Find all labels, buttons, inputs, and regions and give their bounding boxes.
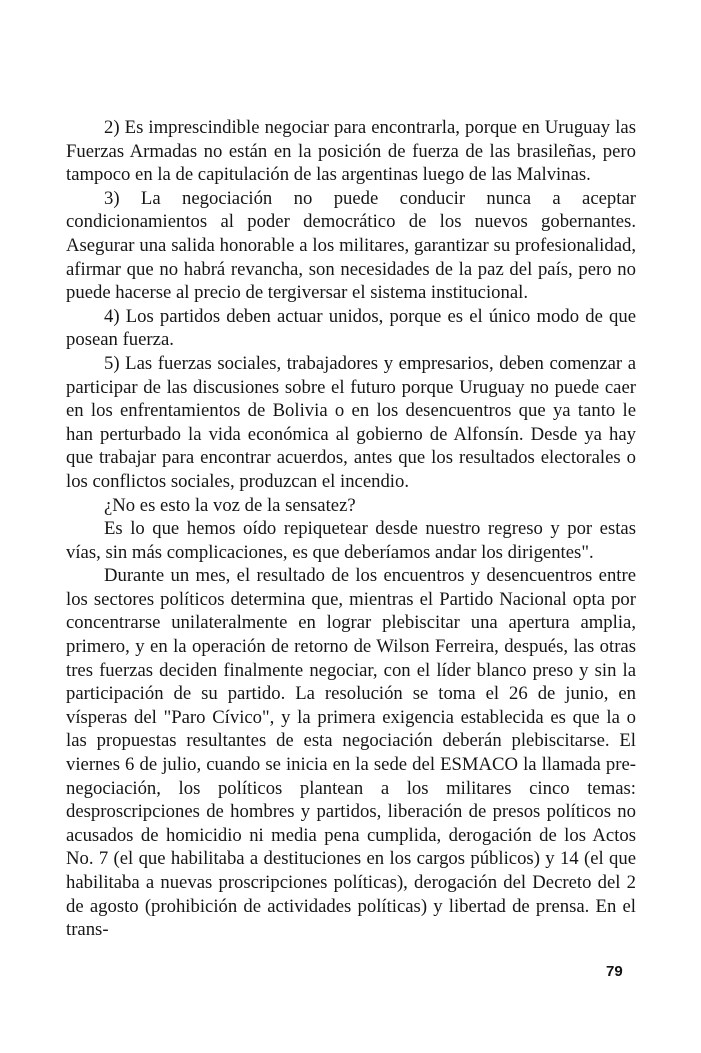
page-body: [66, 116, 636, 942]
paragraph-narrative: Durante un mes, el resultado de los encuentros y desencuentros entre los sectores políticos determina que, mientras el Partido Nacional opta por concentrarse unilateralmente en lograr plebiscitar una apertura amplia, primero, y en la operación de retorno de Wilson Ferreira, después, las otras tres fuerzas deciden finalmente negociar, con el líder blanco preso y sin la participación de su partido. La resolución se toma el 26 de junio, en vísperas del "Paro Cívico", y la primera exigencia establecida es que la o las propuestas resultantes de esta negociación deberán plebiscitarse. El viernes 6 de julio, cuando se inicia en la sede del ESMACO la llamada pre-negociación, los políticos plantean a los militares cinco temas: desproscripciones de hombres y partidos, liberación de presos políticos no acusados de homicidio ni media pena cumplida, derogación de los Actos No. 7 (el que habilitaba a destituciones en los cargos públicos) y 14 (el que habilitaba a nuevas proscripciones políticas), derogación del Decreto del 2 de agosto (prohibición de actividades políticas) y libertad de prensa. En el trans-: [66, 565, 636, 941]
paragraph-point-3: 3) La negociación no puede conducir nunca a aceptar condicionamientos al poder democrático de los nuevos gobernantes. Asegurar una salida honorable a los militares, garantizar su profesionalidad, afirmar que no habrá revancha, son necesidades de la paz del país, pero no puede hacerse al precio de tergiversar el sistema institucional.: [66, 187, 636, 304]
page-number: 79: [606, 963, 623, 980]
paragraph-point-5: 5) Las fuerzas sociales, trabajadores y empresarios, deben comenzar a participar de las discusiones sobre el futuro porque Uruguay no puede caer en los enfrentamientos de Bolivia o en los desencuentros que ya tanto le han perturbado la vida económica al gobierno de Alfonsín. Desde ya hay que trabajar para encontrar acuerdos, antes que los resultados electorales o los conflictos sociales, produzcan el incendio.: [66, 352, 636, 492]
paragraph-point-4: 4) Los partidos deben actuar unidos, porque es el único modo de que posean fuerza.: [66, 305, 636, 351]
paragraph-point-2: 2) Es imprescindible negociar para encontrarla, porque en Uruguay las Fuerzas Armadas no están en la posición de fuerza de las brasileñas, pero tampoco en la de capitulación de las argentinas luego de las Malvinas.: [66, 117, 636, 186]
paragraph-question: ¿No es esto la voz de la sensatez?: [104, 494, 356, 516]
paragraph-quote-end: Es lo que hemos oído repiquetear desde nuestro regreso y por estas vías, sin más complicaciones, es que deberíamos andar los dirigentes".: [66, 518, 636, 563]
